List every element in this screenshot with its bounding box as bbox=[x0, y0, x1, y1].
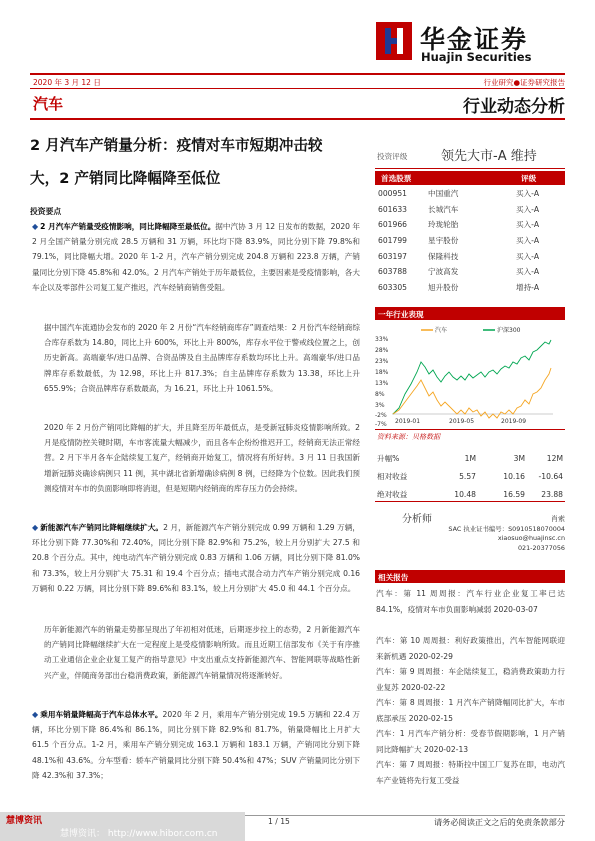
returns-row-label: 相对收益 bbox=[377, 471, 408, 481]
x-tick: 2019-05 bbox=[449, 418, 475, 425]
report-tagline: 行业研究●证券研究报告 bbox=[483, 78, 565, 87]
watermark-text-2 bbox=[60, 826, 217, 839]
header-divider-2 bbox=[30, 88, 565, 89]
related-item-date: 2020-03-07 bbox=[493, 604, 538, 614]
table-row bbox=[375, 467, 565, 485]
stock-name: 宁波高发 bbox=[428, 267, 459, 277]
returns-value: 10.48 bbox=[454, 489, 476, 499]
table-row bbox=[375, 449, 565, 467]
returns-header-1m: 1M bbox=[464, 453, 476, 463]
paragraph-2: 据中国汽车流通协会发布的 2020 年 2 月份“汽车经销商库存”调查结果：2 月份汽车经销商综合库存系数为 14.80，同比上升 600%，环比上升 800%，库存水平位于警戒线位置之上，创历史新高。高端豪华/进口品牌、合资品牌及自主品牌库存系数均环比上升。高端豪华/进口品牌库存系数最低，为 12.98，环比上升 817.3%；自主品牌库存系数为 13.38，环比上升 655.9%；合资品牌库存系数最高，为 16.21，环比上升 1061.5%。 bbox=[44, 323, 360, 393]
report-type: 行业动态分析 bbox=[463, 97, 565, 117]
bullet-lead: 乘用车销量降幅高于汽车总体水平。 bbox=[40, 710, 163, 719]
watermark-label: 慧博资讯： bbox=[60, 829, 106, 839]
report-title-line1: 2 月汽车产销量分析：疫情对车市短期冲击较 bbox=[30, 137, 323, 154]
bullet-paragraph-4 bbox=[32, 520, 360, 596]
company-logo bbox=[376, 22, 412, 60]
footer-divider bbox=[245, 815, 565, 816]
analyst-name: 肖索 bbox=[551, 515, 565, 523]
stock-table-header-left: 首选股票 bbox=[381, 174, 412, 183]
related-item-date: 2020-02-22 bbox=[401, 682, 446, 692]
stock-rating: 买入-A bbox=[516, 204, 540, 214]
watermark-link[interactable]: http://www.hibor.com.cn bbox=[107, 829, 218, 839]
header-divider bbox=[30, 73, 565, 75]
sector-name: 汽车 bbox=[33, 95, 64, 113]
related-item[interactable] bbox=[376, 757, 565, 804]
returns-table bbox=[375, 449, 565, 503]
perf-chart-header bbox=[375, 307, 565, 320]
stock-code: 603197 bbox=[378, 251, 407, 261]
returns-row-label: 绝对收益 bbox=[377, 489, 408, 499]
paragraph-5: 历年新能源汽车的销量走势都呈现出了年初相对低迷，后期逐步拉上的态势，2 月新能源汽车的产销同比降幅继续扩大在一定程度上是受疫情影响所致。而且近期工信部发布《关于有序推动工业通信企业企业复工复产的指导意见》中支出重点支持新能源汽车、智能网联等战略性新兴产业，伴随商务部出台稳消费政策，新能源汽车销量情况将逐渐转好。 bbox=[44, 625, 360, 680]
related-item[interactable] bbox=[376, 633, 565, 664]
disclaimer-note: 请务必阅读正文之后的免责条款部分 bbox=[433, 817, 565, 827]
perf-chart-title: 一年行业表现 bbox=[378, 310, 424, 319]
table-row bbox=[375, 186, 565, 202]
perf-chart bbox=[375, 322, 565, 426]
related-item-text: 汽车：1 月汽车产销分析：受春节假期影响，1 月产销同比降幅扩大 bbox=[376, 729, 565, 754]
bullet-lead: 新能源汽车产销同比降幅继续扩大。 bbox=[40, 523, 164, 532]
table-row bbox=[375, 248, 565, 264]
paragraph-3: 2020 年 2 月份产销同比降幅的扩大，并且降至历年最低点，是受新冠肺炎疫情影响所致。2 月是疫情防控关键时期，车市客流量大幅减少，而且各车企纷纷推迟开工，经销商无法正常经营。2 月下半月各车企陆续复工复产，经销商开始复工，情况将有所好转。3 月 11 日我国新增新冠肺炎确诊病例只 11 例，其中湖北省新增确诊病例 8 例，已经降为个位数。因此我们预测疫情对车市的负面影响即将消退，但是短期内经销商的库存压力仍会持续。 bbox=[44, 423, 360, 493]
table-row bbox=[375, 217, 565, 233]
rating-value: 领先大市-A 维持 bbox=[441, 149, 537, 164]
stock-code: 601633 bbox=[378, 204, 407, 214]
related-item-text: 汽车：第 10 周周报：利好政策推出，汽车智能网联迎来新机遇 bbox=[376, 636, 565, 661]
stock-name: 长城汽车 bbox=[428, 204, 459, 214]
related-item-text: 汽车：第 11 周周报：汽车行业企业复工率已达 84.1%，疫情对车市负面影响减弱 bbox=[376, 589, 565, 614]
related-item-date: 2020-02-13 bbox=[423, 744, 469, 754]
bullet-text: 2020 年 2 月，乘用车产销分别完成 19.5 万辆和 22.4 万辆，环比分别下降 86.4%和 86.1%，同比分别下降 82.9%和 81.7%，销量降幅比上月扩大 61.5 个百分点。1-2 月，乘用车产销分别完成 163.1 万辆和 183.1 万辆，产销同比分别下降 48.1%和 43.6%。分车型看：轿车产销量同比分别下降 50.4%和 47%；SUV 产销量同比分别下降 42.3%和 37.3%； bbox=[32, 710, 360, 780]
bullet-text: 2 月，新能源汽车产销分别完成 0.99 万辆和 1.29 万辆，环比分别下降 77.30%和 72.40%，同比分别下降 82.9%和 75.2%，较上月分别扩大 27.5 和 20.8 个百分点。其中，纯电动汽车产销分别完成 0.83 万辆和 1.06 万辆，同比分别下降 81.0%和 73.3%，较上月分别扩大 75.31 和 19.4 个百分点；插电式混合动力汽车产销分别完成 0.16 万辆和 0.22 万辆，同比分别下降 89.6%和 83.1%，较上月分别扩大 45.0 和 44.1 个百分点。 bbox=[32, 523, 361, 593]
y-tick: -2% bbox=[375, 412, 387, 419]
table-row bbox=[375, 202, 565, 218]
y-tick: 33% bbox=[375, 336, 389, 343]
analyst-sac: SAC 执业证书编号：S0910518070004 bbox=[448, 525, 565, 533]
related-header bbox=[375, 570, 565, 583]
related-item[interactable] bbox=[376, 695, 565, 726]
stock-code: 601966 bbox=[378, 220, 407, 230]
stock-code: 603305 bbox=[378, 282, 407, 292]
returns-header-12m: 12M bbox=[546, 453, 563, 463]
related-item[interactable] bbox=[376, 726, 565, 757]
returns-value: 10.16 bbox=[503, 471, 525, 481]
logo-name-cn: 华金证券 bbox=[420, 25, 529, 54]
returns-value: 16.59 bbox=[503, 489, 525, 499]
bullet-icon: ◆ bbox=[32, 710, 39, 719]
x-tick: 2019-09 bbox=[501, 418, 527, 425]
chart-source: 资料来源：贝格数据 bbox=[377, 433, 440, 441]
stock-name: 玲珑轮胎 bbox=[428, 220, 459, 230]
returns-header-3m: 3M bbox=[513, 453, 525, 463]
related-item-text: 汽车：第 7 周周报：特斯拉中国工厂复苏在即，电动汽车产业链将先行复工受益 bbox=[376, 760, 565, 785]
bullet-lead: 2 月汽车产销量受疫情影响，同比降幅降至最低位。 bbox=[40, 222, 216, 231]
table-row bbox=[375, 233, 565, 249]
y-tick: 23% bbox=[375, 358, 389, 365]
header-divider-3 bbox=[30, 118, 565, 120]
watermark-text-1: 慧博资讯 bbox=[6, 816, 43, 826]
related-item-date: 2020-02-29 bbox=[408, 651, 453, 661]
stock-name: 保隆科技 bbox=[428, 251, 459, 261]
section-title: 投资要点 bbox=[30, 207, 62, 216]
series-line-a bbox=[393, 368, 551, 418]
chart-divider bbox=[375, 429, 565, 430]
stock-code: 601799 bbox=[378, 236, 407, 246]
stock-code: 603788 bbox=[378, 267, 407, 277]
returns-divider bbox=[375, 501, 565, 502]
stock-rating: 买入-A bbox=[516, 267, 540, 277]
page-number: 1 / 15 bbox=[268, 817, 290, 826]
related-item-date: 2020-02-15 bbox=[408, 713, 453, 723]
stock-code: 000951 bbox=[378, 189, 407, 199]
stock-table bbox=[375, 186, 565, 295]
stock-rating: 增持-A bbox=[516, 282, 540, 292]
analyst-phone: 021-20377056 bbox=[517, 544, 565, 552]
legend-label-b: 沪深300 bbox=[497, 327, 521, 334]
stock-rating: 买入-A bbox=[516, 236, 540, 246]
stock-name: 星宇股份 bbox=[428, 236, 459, 246]
rating-label: 投资评级 bbox=[377, 152, 408, 161]
y-tick: 18% bbox=[375, 369, 389, 376]
related-item-text: 汽车：第 9 周周报：车企陆续复工，稳消费政策助力行业复苏 bbox=[376, 667, 565, 692]
analyst-email: xiaosuo@huajinsc.cn bbox=[497, 534, 565, 542]
stock-name: 中国重汽 bbox=[428, 189, 459, 199]
returns-value: 5.57 bbox=[459, 471, 476, 481]
y-tick: 8% bbox=[375, 391, 385, 398]
bullet-paragraph-6 bbox=[32, 707, 360, 803]
y-tick: -7% bbox=[375, 421, 387, 426]
bullet-paragraph-1 bbox=[32, 219, 360, 295]
table-row bbox=[375, 280, 565, 296]
x-tick: 2019-01 bbox=[395, 418, 421, 425]
related-item[interactable] bbox=[376, 664, 565, 695]
rating-divider bbox=[375, 168, 565, 169]
returns-value: -10.64 bbox=[538, 471, 563, 481]
table-row bbox=[375, 264, 565, 280]
y-tick: 3% bbox=[375, 402, 385, 409]
bullet-text: 据中汽协 3 月 12 日发布的数据，2020 年 2 月全国产销量分别完成 28.5 万辆和 31 万辆，环比均下降 83.9%，同比分别下降 79.8%和 79.1%，同比降幅大增。2020 年 1-2 月，汽车产销分别完成 204.8 万辆和 223.8 万辆，产销量同比分别下降 45.8%和 42.0%。2 月汽车产销处于历年最低位，主要因素是受疫情影响，各大车企以及零部件公司复工复产推迟，汽车经销商销售受阻。 bbox=[32, 222, 361, 292]
report-date: 2020 年 3 月 12 日 bbox=[33, 78, 101, 87]
returns-header-label: 升幅% bbox=[377, 453, 400, 463]
related-item[interactable] bbox=[376, 586, 565, 617]
y-tick: 13% bbox=[375, 380, 389, 387]
stock-table-header bbox=[375, 171, 565, 185]
related-title: 相关报告 bbox=[378, 573, 409, 582]
stock-rating: 买入-A bbox=[516, 251, 540, 261]
returns-value: 23.88 bbox=[541, 489, 563, 499]
legend-label-a: 汽车 bbox=[435, 327, 448, 334]
bullet-icon: ◆ bbox=[32, 523, 39, 532]
y-tick: 28% bbox=[375, 347, 389, 354]
stock-table-header-right: 评级 bbox=[521, 174, 537, 183]
logo-name-en: Huajin Securities bbox=[421, 50, 532, 64]
bullet-icon: ◆ bbox=[32, 222, 39, 231]
stock-name: 旭升股份 bbox=[428, 282, 459, 292]
stock-rating: 买入-A bbox=[516, 189, 540, 199]
stock-rating: 买入-A bbox=[516, 220, 540, 230]
related-item-text: 汽车：第 8 周周报：1 月汽车产销降幅同比扩大，车市底部承压 bbox=[376, 698, 565, 723]
analyst-title: 分析师 bbox=[402, 514, 432, 525]
report-title-line2: 大，2 产销同比降幅降至低位 bbox=[30, 170, 221, 187]
